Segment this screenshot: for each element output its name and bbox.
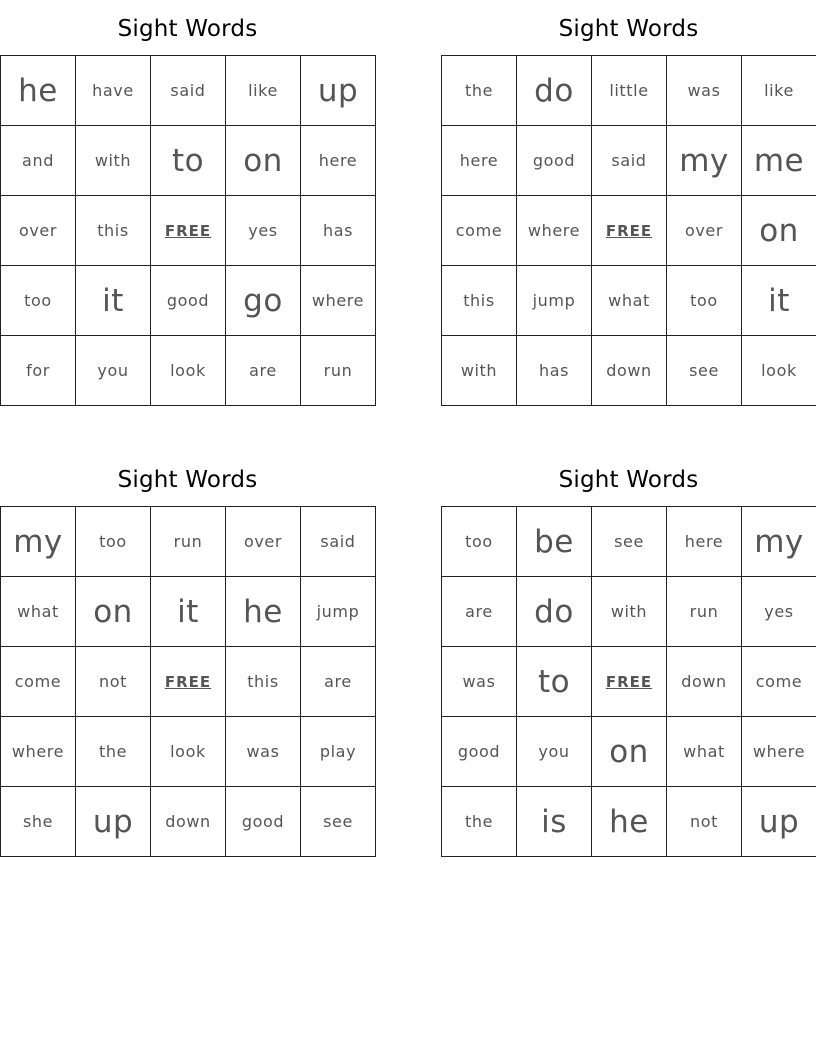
grid-row — [442, 787, 816, 857]
word-cell: look — [151, 336, 226, 406]
word-cell: do — [517, 56, 592, 126]
word-cell: where — [742, 717, 816, 787]
grid-row — [1, 787, 376, 857]
word-cell: said — [592, 126, 667, 196]
word-cell: here — [442, 126, 517, 196]
word-cell: you — [76, 336, 151, 406]
word-cell: play — [301, 717, 376, 787]
word-cell: it — [742, 266, 816, 336]
free-space-cell: FREE — [592, 196, 667, 266]
word-cell: run — [667, 577, 742, 647]
word-cell: has — [301, 196, 376, 266]
word-cell: good — [226, 787, 301, 857]
word-cell: where — [1, 717, 76, 787]
word-cell: on — [592, 717, 667, 787]
word-cell: the — [76, 717, 151, 787]
word-cell: go — [226, 266, 301, 336]
word-cell: are — [301, 647, 376, 717]
bingo-card-2 — [441, 0, 816, 406]
word-cell: with — [76, 126, 151, 196]
word-cell: it — [76, 266, 151, 336]
word-cell: jump — [517, 266, 592, 336]
word-cell: run — [151, 507, 226, 577]
word-cell: little — [592, 56, 667, 126]
word-cell: what — [1, 577, 76, 647]
word-cell: my — [742, 507, 816, 577]
grid-row — [442, 126, 816, 196]
word-cell: said — [151, 56, 226, 126]
word-cell: she — [1, 787, 76, 857]
word-cell: not — [667, 787, 742, 857]
word-cell: to — [151, 126, 226, 196]
grid-row — [1, 196, 376, 266]
word-cell: come — [1, 647, 76, 717]
word-cell: down — [667, 647, 742, 717]
grid-row — [1, 577, 376, 647]
word-cell: not — [76, 647, 151, 717]
grid-row — [1, 507, 376, 577]
card-title: Sight Words — [558, 16, 699, 42]
word-cell: to — [517, 647, 592, 717]
word-cell: over — [1, 196, 76, 266]
grid-row — [442, 266, 816, 336]
grid-row — [1, 717, 376, 787]
grid-row — [1, 126, 376, 196]
word-grid — [0, 506, 376, 857]
word-cell: look — [151, 717, 226, 787]
grid-row — [442, 196, 816, 266]
word-cell: too — [1, 266, 76, 336]
word-cell: be — [517, 507, 592, 577]
card-title: Sight Words — [117, 16, 258, 42]
word-cell: the — [442, 56, 517, 126]
word-cell: where — [517, 196, 592, 266]
word-cell: are — [226, 336, 301, 406]
word-cell: he — [226, 577, 301, 647]
word-cell: where — [301, 266, 376, 336]
word-grid — [0, 55, 376, 406]
grid-row — [1, 266, 376, 336]
word-cell: the — [442, 787, 517, 857]
grid-row — [442, 336, 816, 406]
word-cell: this — [226, 647, 301, 717]
word-cell: too — [76, 507, 151, 577]
bingo-card-3 — [0, 451, 375, 857]
word-cell: do — [517, 577, 592, 647]
grid-row — [1, 336, 376, 406]
word-cell: my — [1, 507, 76, 577]
word-cell: what — [592, 266, 667, 336]
free-space-cell: FREE — [592, 647, 667, 717]
word-cell: he — [1, 56, 76, 126]
word-cell: up — [76, 787, 151, 857]
word-cell: this — [76, 196, 151, 266]
grid-row — [1, 56, 376, 126]
word-cell: too — [442, 507, 517, 577]
word-grid — [441, 55, 816, 406]
word-cell: see — [301, 787, 376, 857]
word-cell: here — [301, 126, 376, 196]
word-cell: yes — [226, 196, 301, 266]
word-cell: what — [667, 717, 742, 787]
word-cell: over — [667, 196, 742, 266]
word-cell: look — [742, 336, 816, 406]
word-cell: run — [301, 336, 376, 406]
card-title: Sight Words — [558, 467, 699, 493]
word-cell: like — [226, 56, 301, 126]
word-cell: over — [226, 507, 301, 577]
word-cell: is — [517, 787, 592, 857]
word-grid — [441, 506, 816, 857]
word-cell: it — [151, 577, 226, 647]
word-cell: my — [667, 126, 742, 196]
word-cell: good — [517, 126, 592, 196]
word-cell: this — [442, 266, 517, 336]
word-cell: on — [742, 196, 816, 266]
bingo-card-4 — [441, 451, 816, 857]
word-cell: and — [1, 126, 76, 196]
word-cell: come — [742, 647, 816, 717]
word-cell: up — [301, 56, 376, 126]
word-cell: good — [151, 266, 226, 336]
grid-row — [442, 647, 816, 717]
word-cell: are — [442, 577, 517, 647]
word-cell: was — [667, 56, 742, 126]
word-cell: see — [667, 336, 742, 406]
word-cell: you — [517, 717, 592, 787]
word-cell: with — [442, 336, 517, 406]
word-cell: for — [1, 336, 76, 406]
free-space-cell: FREE — [151, 647, 226, 717]
word-cell: good — [442, 717, 517, 787]
word-cell: on — [226, 126, 301, 196]
word-cell: up — [742, 787, 816, 857]
word-cell: me — [742, 126, 816, 196]
grid-row — [1, 647, 376, 717]
word-cell: said — [301, 507, 376, 577]
word-cell: was — [226, 717, 301, 787]
word-cell: here — [667, 507, 742, 577]
word-cell: come — [442, 196, 517, 266]
word-cell: see — [592, 507, 667, 577]
word-cell: like — [742, 56, 816, 126]
card-title: Sight Words — [117, 467, 258, 493]
grid-row — [442, 577, 816, 647]
grid-row — [442, 507, 816, 577]
free-space-cell: FREE — [151, 196, 226, 266]
word-cell: yes — [742, 577, 816, 647]
word-cell: was — [442, 647, 517, 717]
bingo-card-1 — [0, 0, 375, 406]
word-cell: on — [76, 577, 151, 647]
grid-row — [442, 56, 816, 126]
word-cell: too — [667, 266, 742, 336]
word-cell: he — [592, 787, 667, 857]
grid-row — [442, 717, 816, 787]
word-cell: jump — [301, 577, 376, 647]
word-cell: has — [517, 336, 592, 406]
word-cell: with — [592, 577, 667, 647]
word-cell: down — [592, 336, 667, 406]
word-cell: have — [76, 56, 151, 126]
word-cell: down — [151, 787, 226, 857]
